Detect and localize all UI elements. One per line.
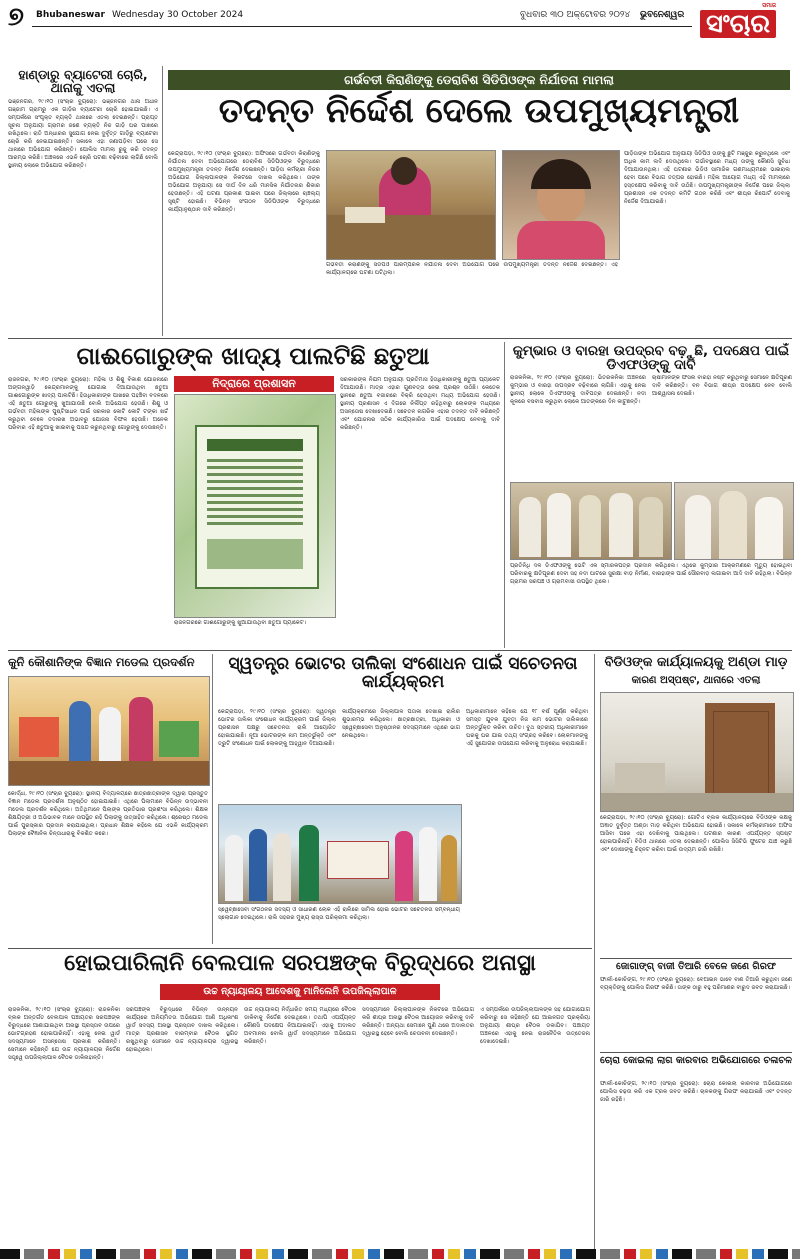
divider xyxy=(504,342,505,648)
story3-col1: ରାଜକନିକା, ୨୯।୧୦ (ସଂଚାର ବ୍ୟୁରୋ): ଭିତରକନିକା ଅଞ୍ଚଳରେ କୁମ୍ଭୀର ଓ ବାରହା ଉପଦ୍ରବ ବଢ଼ିବାରେ ଲାଗିଛି। ଏହାକୁ ନେଇ ସ୍ଥାନୀୟ ଲୋକେ ଡିଏଫଓଙ୍କୁ ଦାବିପତ୍ର ଦେଇଛନ୍ତି। ନଦୀ କୂଳରେ ବସବାସ କରୁଥିବା ଲୋକେ ଆତଙ୍କରେ ଦିନ କାଟୁଛନ୍ତି। xyxy=(510,375,646,405)
story2-caption: ରାଜନଗରରେ ଗାଈଗୋରୁଙ୍କୁ ଖୁଆଯାଉଥିବା ଛତୁଆ ପ୍ୟାକେଟ। xyxy=(174,620,307,626)
lead-headline: ତଦନ୍ତ ନିର୍ଦ୍ଦେଶ ଦେଲେ ଉପମୁଖ୍ୟମନ୍ତ୍ରୀ xyxy=(218,91,740,131)
printer-color-bar xyxy=(0,1249,800,1259)
divider xyxy=(162,66,163,336)
story2-col2: ସରକାରଙ୍କ ନିଯମ ଅନୁଯାୟୀ ପ୍ରତିମାସ ହିତାଧିକାରୀଙ୍କୁ ଛତୁଆ ପ୍ୟାକେଟ ଦିଆଯାଉଛି। ମାତ୍ର ଏହାର ଗୁଣବତ୍ତା ନେଇ ପ୍ରଶ୍ନ ଉଠିଛି। କେତେକ ସ୍ଥାନରେ ଛତୁଆ ବଜାରରେ ବିକ୍ରି ହେଉଥିବା ମଧ୍ୟ ଅଭିଯୋଗ ହେଉଛି। ସ୍ଥାନୀୟ ପ୍ରଶାସନ ଏ ଦିଗରେ ନିର୍ଲିପ୍ତ ରହିଥିବାରୁ ଲୋକଙ୍କ ମଧ୍ୟରେ ଅସନ୍ତୋଷ ଦେଖାଦେଇଛି। ସଚେତନ ନାଗରିକ ଏହାର ତଦନ୍ତ ଦାବି କରିଛନ୍ତି ଏବଂ ଯୋଜନାର ସଠିକ କାର୍ଯ୍ୟକାରିତା ପାଇଁ ପଦକ୍ଷେପ ନେବାକୁ ଦାବି କରିଛନ୍ତି। xyxy=(340,377,500,431)
divider xyxy=(8,948,592,949)
header-city: Bhubaneswar xyxy=(36,10,105,20)
lead-kicker: ଗର୍ଭବତୀ କିରାଣିଙ୍କୁ ଡେରାବିଶ ସିଡିପିଓଙ୍କ ନିର୍ଯାତନା ମାମଲା xyxy=(168,70,790,90)
story3-col2: ଚାଷୀମାନଙ୍କ ଫସଲ ବାରହା ନଷ୍ଟ କରୁଥିବାରୁ ସେମାନେ କ୍ଷତିପୂରଣ ଦାବି କରିଛନ୍ତି। ବନ ବିଭାଗ ଶୀଘ୍ର ପଦକ୍ଷେପ ନେବ ବୋଲି ଆଶ୍ୱାସନା ଦେଇଛି। xyxy=(652,375,792,397)
masthead-logo xyxy=(700,2,776,38)
story3-bottom: ପ୍ରତିନିଧି ଦଳ ଡିଏଫଓଙ୍କୁ ଭେଟି ଏକ ସ୍ମାରକପତ୍ର ପ୍ରଦାନ କରିଥିଲେ। ଏଥିରେ କୁମ୍ଭୀର ଆକ୍ରମଣରେ ମୃତ୍ୟୁ ହୋଇଥିବା ପରିବାରକୁ କ୍ଷତିପୂରଣ ଦେବା ସହ ନଦୀ ଘାଟରେ ସୁରକ୍ଷା ବାଡ଼ ନିର୍ମାଣ, ବାରହାଙ୍କ ପାଇଁ ସୌରବାଡ଼ ଲଗାଇବା ଆଦି ଦାବି ରହିଥିଲା। ବିଭିନ୍ନ ଗ୍ରାମର ସରପଞ୍ଚ ଓ ଗ୍ରାମବାସୀ ଉପସ୍ଥିତ ଥିଲେ। xyxy=(510,563,792,585)
brief1-headline: ଜୋଗାଙ୍ଗ୍ ବାଜୀ ତିଆରି ବେଳେ ଜଣେ ଗିରଫ xyxy=(615,961,777,972)
divider xyxy=(600,1052,792,1053)
story7-kicker: ଉଚ୍ଚ ନ୍ୟାୟାଳୟ ଆଦେଶକୁ ମାନିଲେନି ଉପଜିଲ୍ଲାପାଳ xyxy=(160,984,440,1000)
story4-body: କୋର୍ଦ୍ଧା, ୨୯।୧୦ (ସଂଚାର ବ୍ୟୁରୋ): ସ୍ଥାନୀୟ ବିଦ୍ୟାଳୟରେ ଛାତ୍ରଛାତ୍ରୀଙ୍କ ଦ୍ୱାରା ପ୍ରସ୍ତୁତ ବିଜ୍ଞାନ ମଡେଲ ପ୍ରଦର୍ଶନୀ ଅନୁଷ୍ଠିତ ହୋଇଯାଇଛି। ଏଥିରେ ପିଲାମାନେ ବିଭିନ୍ନ ଉଦ୍ଭାବନୀ ମଡେଲ ପ୍ରଦର୍ଶନ କରିଥିଲେ। ଅତିଥିମାନେ ପିଲାଙ୍କ ପ୍ରତିଭାର ପ୍ରଶଂସା କରିଥିଲେ। ଶିକ୍ଷକ ଶିକ୍ଷୟିତ୍ରୀ ଓ ଅଭିଭାବକ ମାନେ ଉପସ୍ଥିତ ରହି ପିଲାଙ୍କୁ ଉତ୍ସାହିତ କରିଥିଲେ। ଶ୍ରେଷ୍ଠ ମଡେଲ ପାଇଁ ପୁରସ୍କାର ପ୍ରଦାନ କରାଯାଇଥିଲା। ପ୍ରଧାନ ଶିକ୍ଷକ କହିଲେ ଯେ ଏଭଳି କାର୍ଯ୍ୟକ୍ରମ ପିଲାଙ୍କ ବୈଜ୍ଞାନିକ ଚିନ୍ତାଧାରାକୁ ବିକଶିତ କରେ। xyxy=(8,791,208,837)
page-number: ୭ xyxy=(8,2,24,32)
story5-photo-rally xyxy=(218,804,462,904)
story5-col1: କେନ୍ଦ୍ରାପଡ଼ା, ୨୯।୧୦ (ସଂଚାର ବ୍ୟୁରୋ): ସ୍ୱତନ୍ତ୍ର ଭୋଟର ତାଲିକା ସଂଶୋଧନ କାର୍ଯ୍ୟକ୍ରମ ପାଇଁ ଜିଲ୍ଲା ପ୍ରଶାସନ ପକ୍ଷରୁ ସଚେତନତା ରାଲି ଆୟୋଜିତ ହୋଇଯାଇଛି। ନୂଆ ଭୋଟରଙ୍କ ନାମ ଅନ୍ତର୍ଭୁକ୍ତି ଏବଂ ତ୍ରୁଟି ସଂଶୋଧନ ପାଇଁ ଲୋକଙ୍କୁ ଆହ୍ୱାନ ଦିଆଯାଇଛି। xyxy=(218,709,336,747)
story6-body: କେନ୍ଦ୍ରାପଡ଼ା, ୨୯।୧୦ (ସଂଚାର ବ୍ୟୁରୋ): ଗୋଟିଏ ବ୍ଲକ କାର୍ଯ୍ୟାଳୟରେ ବିଡିଓଙ୍କ କକ୍ଷକୁ ଅଜ୍ଞାତ ଦୁର୍ବୃତ୍ତ ଅଣ୍ଡା ମାଡ଼ କରିଥିବା ଅଭିଯୋଗ ହୋଇଛି। ସକାଳେ କର୍ମଚାରୀମାନେ ଅଫିସ ଆସିବା ପରେ ଏହା ଦେଖିବାକୁ ପାଇଥିଲେ। ଘଟଣାର କାରଣ ଏପର୍ଯ୍ୟନ୍ତ ସ୍ପଷ୍ଟ ହୋଇପାରିନାହିଁ। ବିଡିଓ ଥାନାରେ ଏତଲା ଦେଇଛନ୍ତି। ପୋଲିସ ସିସିଟିଭି ଫୁଟେଜ ଯାଞ୍ଚ କରୁଛି ଏବଂ ଦୋଷୀଙ୍କୁ ଚିହ୍ନଟ କରିବା ପାଇଁ ଉଦ୍ୟମ ଜାରି ରଖିଛି। xyxy=(600,815,792,853)
header-date-odia: ବୁଧବାର ୩୦ ଅକ୍ଟୋବର ୨୦୨୪ xyxy=(520,10,631,20)
story5-headline: ସ୍ୱତନ୍ତ୍ର ଭୋଟର ତାଲିକା ସଂଶୋଧନ ପାଇଁ ସଚେତନତା କାର୍ଯ୍ୟକ୍ରମ xyxy=(228,654,578,692)
story7-col1: ରାଜକନିକା, ୨୯।୧୦ (ସଂଚାର ବ୍ୟୁରୋ): ରାଜକନିକା ବ୍ଲକ ଅନ୍ତର୍ଗତ ବେଲପାଳ ପଞ୍ଚାୟତର ସରପଞ୍ଚଙ୍କ ବିରୁଦ୍ଧରେ ଆଣାଯାଇଥିବା ଅନାସ୍ଥା ପ୍ରସ୍ତାବ ଉପରେ ଭୋଟଗ୍ରହଣ ହୋଇପାରିନାହିଁ। ଏହାକୁ ନେଇ ୱାର୍ଡ ସଦସ୍ୟମାନେ ଅସନ୍ତୋଷ ପ୍ରକାଶ କରିଛନ୍ତି। ସେମାନେ କହିଛନ୍ତି ଯେ ଉଚ୍ଚ ନ୍ୟାୟାଳୟର ନିର୍ଦ୍ଦେଶ ସତ୍ତ୍ୱେ ଉପଜିଲ୍ଲାପାଳ ବୈଠକ ଡାକିନାହାନ୍ତି। xyxy=(8,1007,120,1061)
divider xyxy=(8,650,792,651)
story2-headline: ଗାଈଗୋରୁଙ୍କ ଖାଦ୍ୟ ପାଲଟିଛି ଛତୁଆ xyxy=(76,342,430,370)
story5-bottom: ସ୍ୱେଚ୍ଛାସେବୀ ସଂଗଠନର ସଦସ୍ୟ ଓ ସାଧାରଣ ଲୋକ ଏହି ରାଲିରେ ସାମିଲ ହୋଇ ଭୋଟର ସଚେତନତା ସମ୍ବନ୍ଧୀୟ ସ୍ଲୋଗାନ ଦେଇଥିଲେ। ରାଲି ସହରର ମୁଖ୍ୟ ରାସ୍ତା ପରିକ୍ରମା କରିଥିଲା। xyxy=(218,907,460,921)
story5-col3: ଅଧିକାରୀମାନେ କହିଲେ ଯେ ୧୮ ବର୍ଷ ପୂର୍ଣ୍ଣ କରିଥିବା ସମସ୍ତ ଯୁବକ ଯୁବତୀ ନିଜ ନାମ ଭୋଟର ତାଲିକାରେ ଅନ୍ତର୍ଭୁକ୍ତ କରିବା ଉଚିତ। ବୁଥ ସ୍ତରୀୟ ଅଧିକାରୀମାନେ ଘରକୁ ଘର ଯାଇ ତଥ୍ୟ ସଂଗ୍ରହ କରିବେ। ଲୋକମାନଙ୍କୁ ଏହି ସୁଯୋଗର ଉପଯୋଗ କରିବାକୁ ଅନୁରୋଧ କରାଯାଇଛି। xyxy=(466,709,588,747)
story2-col1: ରାଜନଗର, ୨୯।୧୦ (ସଂଚାର ବ୍ୟୁରୋ): ମହିଳା ଓ ଶିଶୁ ବିକାଶ ଯୋଜନାରେ ଅଙ୍ଗନୱାଡ଼ି କେନ୍ଦ୍ରମାନଙ୍କୁ ଯୋଗାଇ ଦିଆଯାଉଥିବା ଛତୁଆ ଗାଈଗୋରୁଙ୍କ ଖାଦ୍ୟ ପାଲଟିଛି। ହିତାଧିକାରୀଙ୍କ ପାଖରେ ପହଞ୍ଚିବା ବଦଳରେ ଏହି ଛତୁଆ ଗୋରୁଙ୍କୁ ଖୁଆଯାଉଛି ବୋଲି ଅଭିଯୋଗ ହେଉଛି। ଶିଶୁ ଓ ଗର୍ଭବତୀ ମହିଳାଙ୍କ ପୁଷ୍ଟିସାଧନ ପାଇଁ ସରକାର କୋଟି କୋଟି ଟଙ୍କା ଖର୍ଚ୍ଚ କରୁଥିବା ବେଳେ ତଦାରଖ ଅଭାବରୁ ଯୋଜନା ବିଫଳ ହେଉଛି। ଅନେକ ପରିବାର ଏହି ଛତୁଆକୁ ଖାଇବାକୁ ପସନ୍ଦ କରୁନଥିବାରୁ ଗୋରୁଙ୍କୁ ଦେଉଛନ୍ତି। xyxy=(8,377,168,431)
story4-headline: କୁନି କୌଶାନିଙ୍କ ବିଜ୍ଞାନ ମଡେଲ ପ୍ରଦର୍ଶନ xyxy=(8,655,195,669)
story3-headline: କୁମ୍ଭାର ଓ ବାରହା ଉପଦ୍ରବ ବଢ଼ୁଛି, ପଦକ୍ଷେପ ପାଇଁ ଡିଏଫଓଙ୍କୁ ଦାବି xyxy=(512,343,790,374)
masthead-logo-text: ସଂଚାର xyxy=(700,10,776,38)
header-city-odia: ଭୁବନେଶ୍ୱର xyxy=(640,10,685,20)
story7-headline: ହୋଇପାରିଲାନି ବେଲପାଳ ସରପଞ୍ଚଙ୍କ ବିରୁଦ୍ଧରେ ଅନାସ୍ଥା xyxy=(64,951,536,976)
story2-box-label: ନିଦ୍ରାରେ ପ୍ରଶାସନ xyxy=(174,376,334,392)
lead-photo-woman xyxy=(502,150,620,260)
divider xyxy=(212,654,213,944)
story1 xyxy=(8,68,158,333)
story1-headline: ହାଣ୍ଡାରୁ ବ୍ୟାଟେରୀ ଚୋରି, ଥାନାକୁ ଏତଲା xyxy=(18,67,148,96)
story5-col2: କାର୍ଯ୍ୟକ୍ରମରେ ଜିଲ୍ଲାପାଳ ପତାକା ଦେଖାଇ ରାଲିର ଶୁଭାରମ୍ଭ କରିଥିଲେ। ଛାତ୍ରଛାତ୍ରୀ, ଅଧିକାରୀ ଓ ସ୍ୱେଚ୍ଛାସେବୀ ଅନୁଷ୍ଠାନର ସଦସ୍ୟମାନେ ଏଥିରେ ଭାଗ ନେଇଥିଲେ। xyxy=(342,709,460,739)
brief1-body: ଫାର୍ଲା-କୋଚିଙ୍ଗ, ୨୯।୧୦ (ସଂଚାର ବ୍ୟୁରୋ): ବେଆଇନ ଭାବେ ବାଣ ତିଆରି କରୁଥିବା ଜଣେ ବ୍ୟକ୍ତିଙ୍କୁ ପୋଲିସ ଗିରଫ କରିଛି। ତାଙ୍କ ଠାରୁ ବହୁ ପରିମାଣର ବାରୁଦ ଜବତ କରାଯାଇଛି। xyxy=(600,977,792,991)
story6-headline: ବିଡିଓଙ୍କ କାର୍ଯ୍ୟାଳୟକୁ ଅଣ୍ଡା ମାଡ଼ xyxy=(604,655,788,670)
brief2-headline: ଚୋରା କୋଇଲା ଲାଗ କାରବାର ଅଭିଯୋଗରେ ଚଳାଚଳ xyxy=(600,1055,792,1066)
story4-photo-students xyxy=(8,676,210,786)
divider xyxy=(594,654,595,1252)
story3-photo-delegation xyxy=(674,482,794,560)
story7-col2: ସରପଞ୍ଚଙ୍କ ବିରୁଦ୍ଧରେ ବିଭିନ୍ନ ଉନ୍ନୟନ କାର୍ଯ୍ୟରେ ଅନିୟମିତତା ଅଭିଯୋଗ ଆଣି ଅଧିକାଂଶ ୱାର୍ଡ ସଦସ୍ୟ ଅନାସ୍ଥା ପ୍ରସ୍ତାବ ଦାଖଲ କରିଥିଲେ। ମାତ୍ର ପ୍ରଶାସନ ବାରମ୍ବାର ବୈଠକ ସ୍ଥଗିତ ରଖୁଥିବାରୁ ସେମାନେ ଉଚ୍ଚ ନ୍ୟାୟାଳୟର ଦ୍ୱାରସ୍ଥ ହୋଇଥିଲେ। xyxy=(126,1007,238,1053)
story6-photo-office xyxy=(600,692,794,812)
story7-col5: ଏ ସମ୍ପର୍କରେ ଉପଜିଲ୍ଲାପାଳଙ୍କ ସହ ଯୋଗାଯୋଗ କରିବାରୁ ସେ କହିଛନ୍ତି ଯେ ଆଇନଗତ ପ୍ରକ୍ରିୟା ଅନୁଯାୟୀ ଶୀଘ୍ର ବୈଠକ ଡକାଯିବ। ପଞ୍ଚାୟତ ଅଞ୍ଚଳରେ ଏହାକୁ ନେଇ ରାଜନୈତିକ ଉତ୍ତେଜନା ଦେଖାଦେଇଛି। xyxy=(480,1007,590,1045)
lead-col3: ପୀଡ଼ିତାଙ୍କ ଅଭିଯୋଗ ଅନୁଯାୟୀ ସିଡିପିଓ ତାଙ୍କୁ ଛୁଟି ମଞ୍ଜୁର କରୁନଥିଲେ ଏବଂ ଅଧିକ କାମ ଲଦି ଦେଉଥିଲେ। ଗର୍ଭାବସ୍ଥାରେ ମଧ୍ୟ ତାଙ୍କୁ କୌଣସି ସୁବିଧା ଦିଆଯାଉନଥିଲା। ଏହି ଘଟଣାର ଭିଡିଓ ସାମାଜିକ ଗଣମାଧ୍ୟମରେ ଭାଇରାଲ ହେବା ପରେ ବିଭାଗ ତତ୍ପର ହୋଇଛି। ମହିଳା ଆୟୋଗ ମଧ୍ୟ ଏହି ମାମଲାରେ ହସ୍ତକ୍ଷେପ କରିବାକୁ ଦାବି ଉଠିଛି। ଉପମୁଖ୍ୟମନ୍ତ୍ରୀଙ୍କ ନିର୍ଦ୍ଦେଶ ପରେ ଜିଲ୍ଲା ପ୍ରଶାସନ ଏକ ତଦନ୍ତ କମିଟି ଗଠନ କରିଛି ଏବଂ ଶୀଘ୍ର ରିପୋର୍ଟ ଦେବାକୁ ନିର୍ଦ୍ଦେଶ ଦିଆଯାଇଛି। xyxy=(624,151,790,205)
masthead-logo-small: ସମାଜ xyxy=(762,2,777,9)
story6-subhead: କାରଣ ଅସ୍ପଷ୍ଟ, ଥାନାରେ ଏତଲା xyxy=(631,675,761,686)
divider xyxy=(600,958,792,959)
lead-col1: କେନ୍ଦ୍ରାପଡ଼ା, ୨୯।୧୦ (ସଂଚାର ବ୍ୟୁରୋ): ଅଫିସରେ ଗର୍ଭବତୀ କିରାଣିଙ୍କୁ ନିର୍ଯାତନା ଦେବା ଅଭିଯୋଗରେ ଡେରାବିଶ ସିଡିପିଓଙ୍କ ବିରୁଦ୍ଧରେ ଉପମୁଖ୍ୟମନ୍ତ୍ରୀ ତଦନ୍ତ ନିର୍ଦ୍ଦେଶ ଦେଇଛନ୍ତି। ପୀଡ଼ିତା କର୍ମଚାରୀ ନିଜର ଅଭିଯୋଗ ଜିଲ୍ଲାପାଳଙ୍କ ନିକଟରେ ଦାଖଲ କରିଥିଲେ। ତାଙ୍କ ଅଭିଯୋଗ ଅନୁଯାୟୀ ସେ ଦୀର୍ଘ ଦିନ ଧରି ମାନସିକ ନିର୍ଯାତନାର ଶିକାର ହେଉଛନ୍ତି। ଏହି ଘଟଣା ପ୍ରକାଶ ପାଇବା ପରେ ଜିଲ୍ଲାରେ ଚାଞ୍ଚଲ୍ୟ ସୃଷ୍ଟି ହୋଇଛି। ବିଭିନ୍ନ ସଂଗଠନ ସିଡିପିଓଙ୍କ ବିରୁଦ୍ଧରେ କାର୍ଯ୍ୟାନୁଷ୍ଠାନ ଦାବି କରିଛନ୍ତି। xyxy=(168,151,320,213)
story2-photo-packet xyxy=(174,394,336,618)
divider xyxy=(8,338,792,339)
story7-col4: ସଦସ୍ୟମାନେ ଜିଲ୍ଲାପାଳଙ୍କ ନିକଟରେ ଅଭିଯୋଗ କରି ଶୀଘ୍ର ଅନାସ୍ଥା ବୈଠକ ଆୟୋଜନ କରିବାକୁ ଦାବି କରିଛନ୍ତି। ଅନ୍ୟଥା ସେମାନେ ପୁଣି ଥରେ ଅଦାଲତର ଦ୍ୱାରସ୍ଥ ହେବେ ବୋଲି ଚେତାବନୀ ଦେଇଛନ୍ତି। xyxy=(362,1007,474,1037)
brief2-body: ଫାର୍ଲା-କୋଚିଙ୍ଗ, ୨୯।୧୦ (ସଂଚାର ବ୍ୟୁରୋ): ଚୋରା କୋଇଲା କାରବାର ଅଭିଯୋଗରେ ପୋଲିସ ଚଢ଼ଉ କରି ଏକ ଟ୍ରକ ଜବତ କରିଛି। ଚାଳକଙ୍କୁ ଗିରଫ କରାଯାଇଛି ଏବଂ ତଦନ୍ତ ଜାରି ରହିଛି। xyxy=(600,1081,792,1103)
lead-photo-office xyxy=(326,150,496,260)
header-date-english: Wednesday 30 October 2024 xyxy=(112,10,244,20)
story7-col3: ଉଚ୍ଚ ନ୍ୟାୟାଳୟ ନିର୍ଦ୍ଧାରିତ ସମୟ ମଧ୍ୟରେ ବୈଠକ ଡାକିବାକୁ ନିର୍ଦ୍ଦେଶ ଦେଇଥିଲେ। ତଥାପି ଏପର୍ଯ୍ୟନ୍ତ କୌଣସି ପଦକ୍ଷେପ ନିଆଯାଇନାହିଁ। ଏହାକୁ ଅଦାଲତ ଅବମାନନା ବୋଲି ୱାର୍ଡ ସଦସ୍ୟମାନେ ଅଭିଯୋଗ କରିଛନ୍ତି। xyxy=(244,1007,356,1045)
story1-body: ଭଞ୍ଜନଗର, ୨୯।୧୦ (ସଂଚାର ବ୍ୟୁରୋ): ଭଞ୍ଜନଗର ଥାନା ଅଧୀନ ଗଞ୍ଜାମ ଗ୍ରାମରୁ ଏକ ଗାଡ଼ିର ବ୍ୟାଟେରୀ ଚୋରି ହୋଇଯାଇଛି। ଏ ସମ୍ପର୍କରେ ସଂପୃକ୍ତ ବ୍ୟକ୍ତି ଥାନାରେ ଏତଲା ଦେଇଛନ୍ତି। ପ୍ରାପ୍ତ ସୂଚନା ଅନୁଯାୟୀ ଗ୍ରାମର ଜଣେ ବ୍ୟକ୍ତି ନିଜ ଗାଡ଼ି ଘର ପାଖରେ ରଖିଥିଲେ। ରାତି ଅନ୍ଧାରର ସୁଯୋଗ ନେଇ ଦୁର୍ବୃତ୍ତ ଗାଡ଼ିରୁ ବ୍ୟାଟେରୀ ଚୋରି କରି ନେଇଯାଇଛନ୍ତି। ସକାଳେ ଏହା ଜଣାପଡ଼ିବା ପରେ ସେ ଥାନାରେ ଅଭିଯୋଗ କରିଛନ୍ତି। ପୋଲିସ ମାମଲା ରୁଜୁ କରି ତଦନ୍ତ ଆରମ୍ଭ କରିଛି। ଅଞ୍ଚଳରେ ଏଭଳି ଚୋରି ଘଟଣା ବଢ଼ିବାରେ ଲାଗିଛି ବୋଲି ସ୍ଥାନୀୟ ଲୋକେ ଅଭିଯୋଗ କରିଛନ୍ତି। xyxy=(8,99,158,170)
lead-photo-caption: ଗର୍ଭବତୀ କିରାଣିଙ୍କୁ ସିଡିପିଓ ପାରମ୍ପରିକ ନିର୍ଯାତନା ଦେବା ଅଭିଯୋଗ ପରେ ଉପମୁଖ୍ୟମନ୍ତ୍ରୀ ତଦନ୍ତ ନିର୍ଦ୍ଦେଶ ଦେଇଛନ୍ତି। ଏହି କାର୍ଯ୍ୟାଳୟରେ ଘଟଣା ଘଟିଥିଲା। xyxy=(326,262,618,276)
story3-photo-memorandum xyxy=(510,482,672,560)
